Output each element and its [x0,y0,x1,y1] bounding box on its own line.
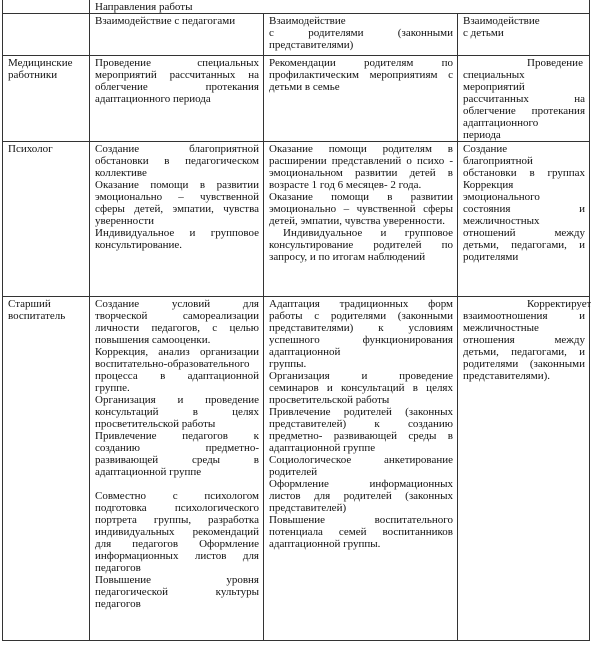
table-row [3,297,590,641]
column-header-parents: Взаимодействие с родителями (законными представителями) [264,14,458,56]
column-header-children: Взаимодействие с детьми [458,14,590,56]
table-subheader-row [3,14,590,56]
children-cell: Проведение специальных мероприятий рассчитанных на облегчение протекания адаптационного периода [458,56,590,142]
table-row [3,56,590,142]
table-row [3,142,590,297]
teachers-cell: Создание условий для творческой самореализации личности педагогов, с целью повышения самооценки. Коррекция, анализ организации воспитательно-образовательного процесса в адаптационной группе. Организация и проведение консультаций в целях просветительской работы Привлечение педагогов к созданию предметно- развивающей среды в адаптационной группе Совместно с психологом подготовка психологического портрета группы, разработка индивидуальных рекомендаций для педагогов Оформление информационных листов для педагогов Повышение уровня педагогической культуры педагогов [90,297,264,641]
table-header-row [3,0,590,14]
corner-cell [3,0,90,14]
children-cell: Корректирует взаимоотношения и межличностные отношения между детьми, педагогами, и родителями (законными представителями). [458,297,590,641]
adaptation-work-table [2,0,590,641]
teachers-cell: Проведение специальных мероприятий рассчитанных на облегчение протекания адаптационного периода [90,56,264,142]
role-cell: Психолог [3,142,90,297]
directions-header: Направления работы [90,0,590,14]
parents-cell: Оказание помощи родителям в расширении представлений о психо - эмоциональном развитии детей в возрасте 1 год 6 месяцев- 2 года. Оказание помощи в развитии эмоционально – чувственной сферы детей, эмпатии, чувства уверенности. Индивидуальное и групповое консультирование родителей по запросу, и по итогам наблюдений [264,142,458,297]
column-header-teachers: Взаимодействие с педагогами [90,14,264,56]
parents-cell: Рекомендации родителям по профилактическим мероприятиям с детьми в семье [264,56,458,142]
children-cell: Создание благоприятной обстановки в группах Коррекция эмоционального состояния и межличностных отношений между детьми, педагогами, и родителями [458,142,590,297]
teachers-cell: Создание благоприятной обстановки в педагогическом коллективе Оказание помощи в развитии эмоционально – чувственной сферы детей, эмпатии, чувства уверенности Индивидуальное и групповое консультирование. [90,142,264,297]
corner-cell [3,14,90,56]
parents-cell: Адаптация традиционных форм работы с родителями (законными представителями) к условиям успешного функционирования адаптационной группы. Организация и проведение семинаров и консультаций в целях просветительской работы Привлечение родителей (законных представителей) к созданию предметно- развивающей среды в адаптационной группе Социологическое анкетирование родителей Оформление информационных листов для родителей (законных представителей) Повышение воспитательного потенциала семей воспитанников адаптационной группы. [264,297,458,641]
role-cell: Старший воспитатель [3,297,90,641]
role-cell: Медицинские работники [3,56,90,142]
